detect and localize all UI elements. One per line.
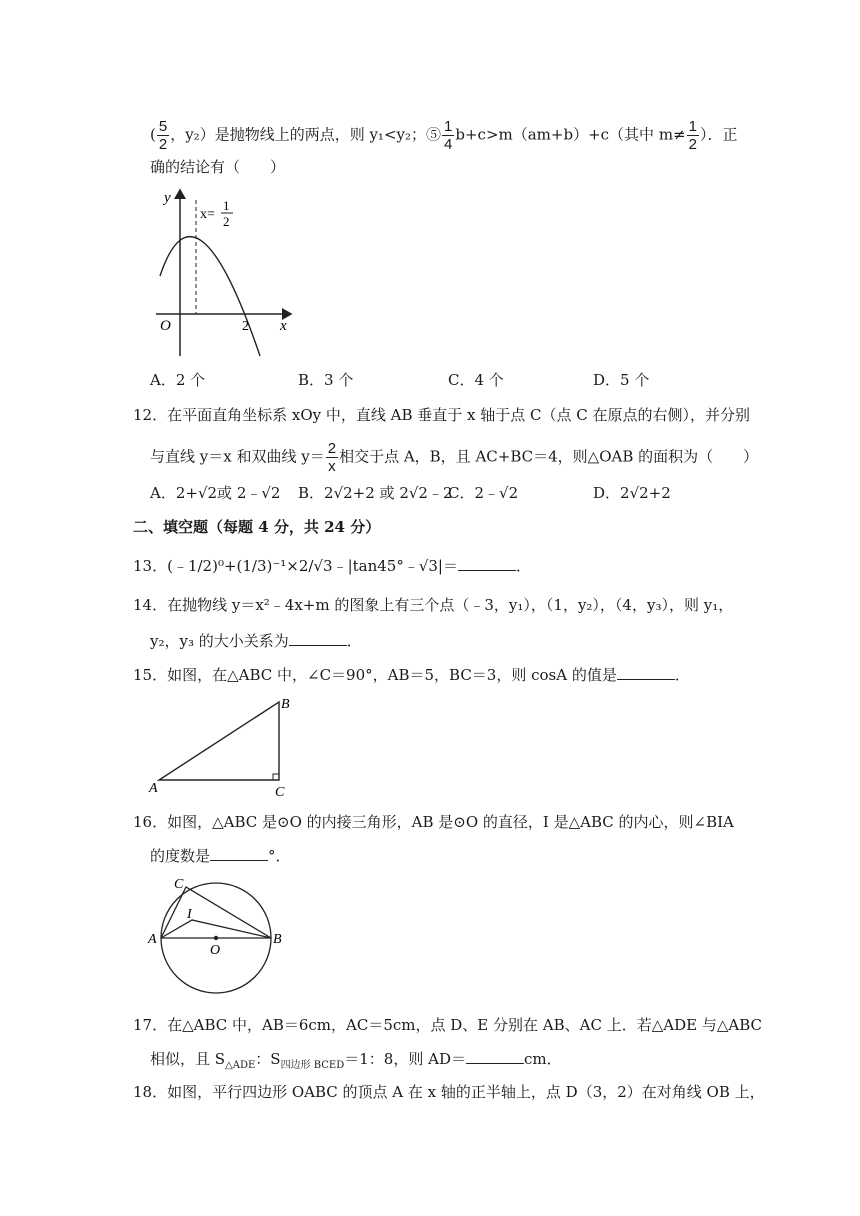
q16-end: °． xyxy=(268,847,291,865)
paren-open: ( xyxy=(150,125,156,144)
label-b: B xyxy=(273,932,282,947)
axis-eq-label: x= xyxy=(200,207,215,222)
fraction-1-4 xyxy=(442,118,454,153)
q12-text-a: 与直线 y＝x 和双曲线 y＝ xyxy=(150,447,325,466)
q11-option-b[interactable]: B．3 个 xyxy=(298,371,354,389)
numerator: 2 xyxy=(327,440,337,457)
q11-line1 xyxy=(150,118,737,153)
q15-end: ． xyxy=(674,666,690,684)
q17-text-c: ＝1：8，则 AD＝ xyxy=(344,1050,466,1068)
q12-line1: 12．在平面直角坐标系 xOy 中，直线 AB 垂直于 x 轴于点 C（点 C 在原点的右侧），并分别 xyxy=(133,406,751,424)
right-angle-mark xyxy=(273,774,279,780)
label-a: A xyxy=(149,781,158,796)
q12-option-b[interactable]: B．2√2+2 或 2√2﹣2 xyxy=(298,484,453,502)
q11-text-c: ）．正 xyxy=(699,125,738,144)
q11-parabola-graph xyxy=(146,186,296,358)
q14-text: y₂，y₃ 的大小关系为 xyxy=(150,632,289,650)
label-a: A xyxy=(148,932,157,947)
q16-line1: 16．如图，△ABC 是⊙O 的内接三角形，AB 是⊙O 的直径，I 是△ABC 的内心，则∠BIA xyxy=(133,813,734,831)
q17-text-b: ：S xyxy=(255,1050,281,1068)
label-o: O xyxy=(210,943,221,958)
label-b: B xyxy=(281,697,290,712)
q16-line2 xyxy=(150,846,291,866)
triangle-abc xyxy=(159,702,279,780)
q11-text-b: b+c>m（am+b）+c（其中 m≠ xyxy=(455,125,686,144)
chords-ac-cb xyxy=(161,887,271,938)
q15-line1 xyxy=(133,665,690,685)
q16-answer-blank[interactable] xyxy=(210,846,268,861)
axis-frac-num: 1 xyxy=(223,198,230,213)
numerator: 5 xyxy=(158,118,168,135)
q16-text: 的度数是 xyxy=(150,847,211,865)
denominator: 2 xyxy=(158,136,168,153)
denominator: 2 xyxy=(688,136,697,153)
section-2-heading: 二、填空题（每题 4 分，共 24 分） xyxy=(133,518,381,536)
q18-line1: 18．如图，平行四边形 OABC 的顶点 A 在 x 轴的正半轴上，点 D（3，2）在对角线 OB 上， xyxy=(133,1083,765,1101)
q17-end: cm． xyxy=(523,1050,562,1068)
q13-line xyxy=(133,556,531,576)
label-i: I xyxy=(187,907,192,922)
label-c: C xyxy=(174,877,184,892)
q11-option-c[interactable]: C．4 个 xyxy=(448,371,504,389)
q17-line1: 17．在△ABC 中，AB＝6cm，AC＝5cm，点 D、E 分别在 AB、AC 上．若△ADE 与△ABC xyxy=(133,1016,762,1034)
q16-circle-figure xyxy=(142,874,292,1000)
axis-frac-den: 2 xyxy=(223,214,230,229)
parabola-curve xyxy=(160,237,260,356)
center-dot xyxy=(214,936,218,940)
root-label: 2 xyxy=(242,319,249,334)
q14-answer-blank[interactable] xyxy=(289,631,347,646)
q11-option-d[interactable]: D．5 个 xyxy=(593,371,650,389)
q13-number: 13． xyxy=(133,557,168,575)
q15-text: 15．如图，在△ABC 中，∠C＝90°，AB＝5，BC＝3，则 cosA 的值是 xyxy=(133,666,617,684)
label-c: C xyxy=(275,785,285,800)
circled-five: ⑤ xyxy=(426,125,442,144)
fraction-5-2 xyxy=(157,118,169,153)
fraction-1-2 xyxy=(687,118,699,153)
q13-end: ． xyxy=(516,557,532,575)
q11-text-a: ，y₂）是抛物线上的两点，则 y₁<y₂； xyxy=(170,125,427,144)
q17-text-a: 相似，且 S xyxy=(150,1050,226,1068)
origin-label: O xyxy=(160,318,171,334)
q11-line2: 确的结论有（ ） xyxy=(150,158,286,176)
q13-expression: (﹣1/2)⁰+(1/3)⁻¹×2/√3﹣|tan45°﹣√3|＝ xyxy=(167,557,458,575)
q17-line2 xyxy=(150,1049,562,1076)
incenter-lines xyxy=(161,920,271,938)
q12-option-d[interactable]: D．2√2+2 xyxy=(593,484,671,502)
q12-option-c[interactable]: C．2﹣√2 xyxy=(448,484,519,502)
q14-end: ． xyxy=(346,632,362,650)
q12-option-a[interactable]: A．2+√2或 2﹣√2 xyxy=(150,484,281,502)
q17-answer-blank[interactable] xyxy=(466,1049,524,1064)
fraction-2-x xyxy=(326,440,338,475)
denominator: x xyxy=(328,458,336,475)
denominator: 4 xyxy=(444,136,453,153)
numerator: 1 xyxy=(688,118,697,135)
q15-answer-blank[interactable] xyxy=(617,665,675,680)
q11-option-a[interactable]: A．2 个 xyxy=(150,371,206,389)
q17-sub-ade: △ADE xyxy=(225,1060,256,1071)
q15-right-triangle xyxy=(145,694,305,800)
y-label: y xyxy=(164,190,171,206)
q14-line2 xyxy=(150,631,362,651)
q12-line2 xyxy=(150,440,758,475)
q12-text-b: 相交于点 A，B，且 AC+BC＝4，则△OAB 的面积为（ ） xyxy=(339,447,759,466)
q14-line1: 14．在抛物线 y＝x²﹣4x+m 的图象上有三个点（﹣3，y₁），（1，y₂），（4，y₃），则 y₁， xyxy=(133,596,734,614)
numerator: 1 xyxy=(444,118,453,135)
q17-sub-bced: 四边形 BCED xyxy=(280,1060,345,1071)
q13-answer-blank[interactable] xyxy=(458,556,516,571)
x-label: x xyxy=(280,318,287,334)
